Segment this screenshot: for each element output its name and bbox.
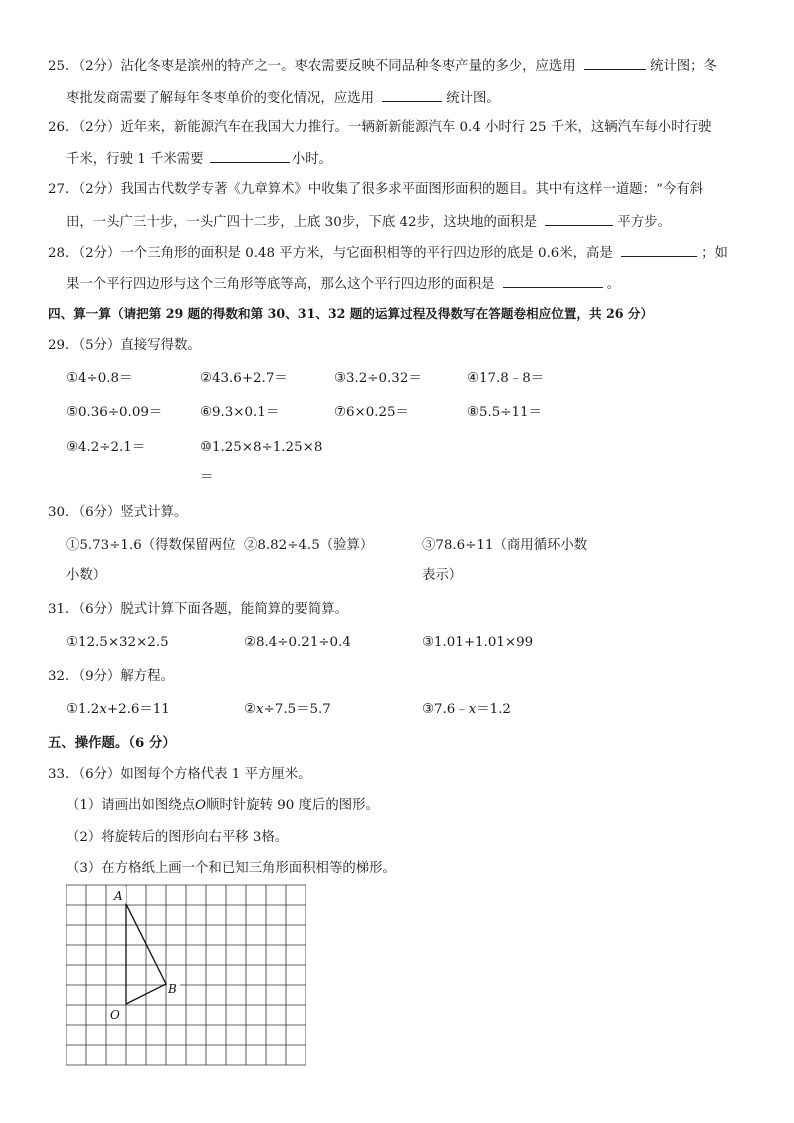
q27-line2 — [66, 212, 671, 232]
q26-blank[interactable] — [210, 149, 290, 163]
q27-text-b: 田，一头广三十步，一头广四十二步，上底 30步，下底 42步，这块地的面积是 — [66, 215, 538, 230]
q25-line1 — [48, 56, 717, 76]
q29-item-4: ④17.8﹣8＝ — [467, 371, 545, 386]
q25-text-d: 统计图。 — [446, 91, 500, 106]
q32-item-2 — [244, 701, 331, 719]
q25-blank-2[interactable] — [382, 88, 442, 102]
q27-text-c: 平方步。 — [617, 215, 671, 230]
label-a: A — [114, 889, 123, 903]
q33-step-3: （3）在方格纸上画一个和已知三角形面积相等的梯形。 — [66, 861, 396, 876]
q30-item-3-cont: 表示） — [422, 568, 463, 583]
q29-item-10-continuation: ＝ — [200, 470, 214, 485]
q27-text-a: 27．（2分）我国古代数学专著《九章算术》中收集了很多求平面图形面积的题目。其中有这样一道题：“今有斜 — [48, 182, 704, 197]
q29-item-1: ①4÷0.8＝ — [66, 371, 133, 386]
q29-item-6: ⑥9.3×0.1＝ — [200, 405, 280, 420]
q32-title: 32．（9分）解方程。 — [48, 669, 174, 684]
q32-item-3-b: ＝1.2 — [476, 702, 511, 717]
q32-item-1 — [66, 701, 170, 719]
q33-step-1-b: 顺时针旋转 90 度后的图形。 — [206, 798, 379, 813]
q32-item-1-b: +2.6＝11 — [106, 702, 170, 717]
q31-item-1: ①12.5×32×2.5 — [66, 635, 169, 650]
grid-lines — [66, 885, 306, 1065]
q33-step-2: （2）将旋转后的图形向右平移 3格。 — [66, 830, 289, 845]
q26-text-b: 千米，行驶 1 千米需要 — [66, 152, 204, 167]
q28-blank-2[interactable] — [503, 274, 603, 288]
q25-text-c: 枣批发商需要了解每年冬枣单价的变化情况，应选用 — [66, 91, 374, 106]
q25-text-a: 25．（2分）沾化冬枣是滨州的特产之一。枣农需要反映不同品种冬枣产量的多少，应选用 — [48, 59, 576, 74]
q29-item-3: ③3.2÷0.32＝ — [334, 371, 422, 386]
q26-line2 — [66, 149, 332, 169]
q29-item-7: ⑦6×0.25＝ — [334, 405, 409, 420]
q27-line1 — [48, 181, 703, 199]
q33-step-1 — [66, 797, 379, 815]
q31-title: 31．（6分）脱式计算下面各题，能简算的要简算。 — [48, 602, 349, 617]
q26-text-a: 26．（2分）近年来，新能源汽车在我国大力推行。一辆新新能源汽车 0.4 小时行 25 千米，这辆汽车每小时行驶 — [48, 120, 712, 135]
q33-title: 33．（6分）如图每个方格代表 1 平方厘米。 — [48, 767, 312, 782]
q30-item-1-cont: 小数） — [66, 568, 107, 583]
q30-item-1: ①5.73÷1.6（得数保留两位 — [66, 538, 236, 553]
q27-blank[interactable] — [545, 212, 613, 226]
q32-item-2-a: ② — [244, 702, 257, 717]
q33-step-1-a: （1）请画出如图绕点 — [66, 798, 196, 813]
q28-line2 — [66, 274, 620, 294]
q33-step-1-o: O — [195, 798, 207, 813]
q30-item-2: ②8.82÷4.5（验算） — [244, 538, 374, 553]
q29-item-10: ⑩1.25×8÷1.25×8 — [200, 440, 323, 455]
q28-text-c: 果一个平行四边形与这个三角形等底等高，那么这个平行四边形的面积是 — [66, 277, 495, 292]
q32-item-3-var: x — [468, 702, 477, 717]
section5-heading: 五、操作题。（6 分） — [48, 735, 176, 751]
q32-item-1-var: x — [99, 702, 107, 717]
q28-blank-1[interactable] — [621, 243, 697, 257]
label-o: O — [110, 1008, 120, 1022]
q25-text-b: 统计图；冬 — [649, 59, 717, 74]
q26-line1 — [48, 119, 711, 137]
q25-blank-1[interactable] — [584, 56, 646, 70]
q31-item-2: ②8.4÷0.21÷0.4 — [244, 635, 351, 650]
q28-text-b: ；如 — [701, 246, 728, 261]
q32-item-2-b: ÷7.5＝5.7 — [263, 702, 331, 717]
q29-title: 29．（5分）直接写得数。 — [48, 338, 201, 353]
q30-title: 30．（6分）竖式计算。 — [48, 505, 188, 520]
square-grid-figure[interactable] — [66, 884, 306, 1070]
q28-text-a: 28．（2分）一个三角形的面积是 0.48 平方米，与它面积相等的平行四边形的底是 0.6米，高是 — [48, 246, 613, 261]
q25-line2 — [66, 88, 500, 108]
label-b: B — [168, 982, 177, 996]
q29-item-9: ⑨4.2÷2.1＝ — [66, 440, 146, 455]
q32-item-2-var: x — [256, 702, 264, 717]
q31-item-3: ③1.01+1.01×99 — [422, 635, 534, 650]
q32-item-1-a: ①1.2 — [66, 702, 100, 717]
q32-item-3-a: ③7.6﹣ — [422, 702, 469, 717]
section4-heading: 四、算一算（请把第 29 题的得数和第 30、31、32 题的运算过程及得数写在答题卷相应位置，共 26 分） — [48, 306, 654, 321]
q28-line1 — [48, 243, 728, 263]
q29-item-8: ⑧5.5÷11＝ — [467, 405, 542, 420]
q32-item-3 — [422, 701, 511, 719]
q29-item-2: ②43.6+2.7＝ — [200, 371, 288, 386]
q30-item-3: ③78.6÷11（商用循环小数 — [422, 538, 588, 553]
q26-text-c: 小时。 — [291, 152, 332, 167]
q29-item-5: ⑤0.36÷0.09＝ — [66, 405, 163, 420]
q28-text-d: 。 — [606, 277, 621, 292]
